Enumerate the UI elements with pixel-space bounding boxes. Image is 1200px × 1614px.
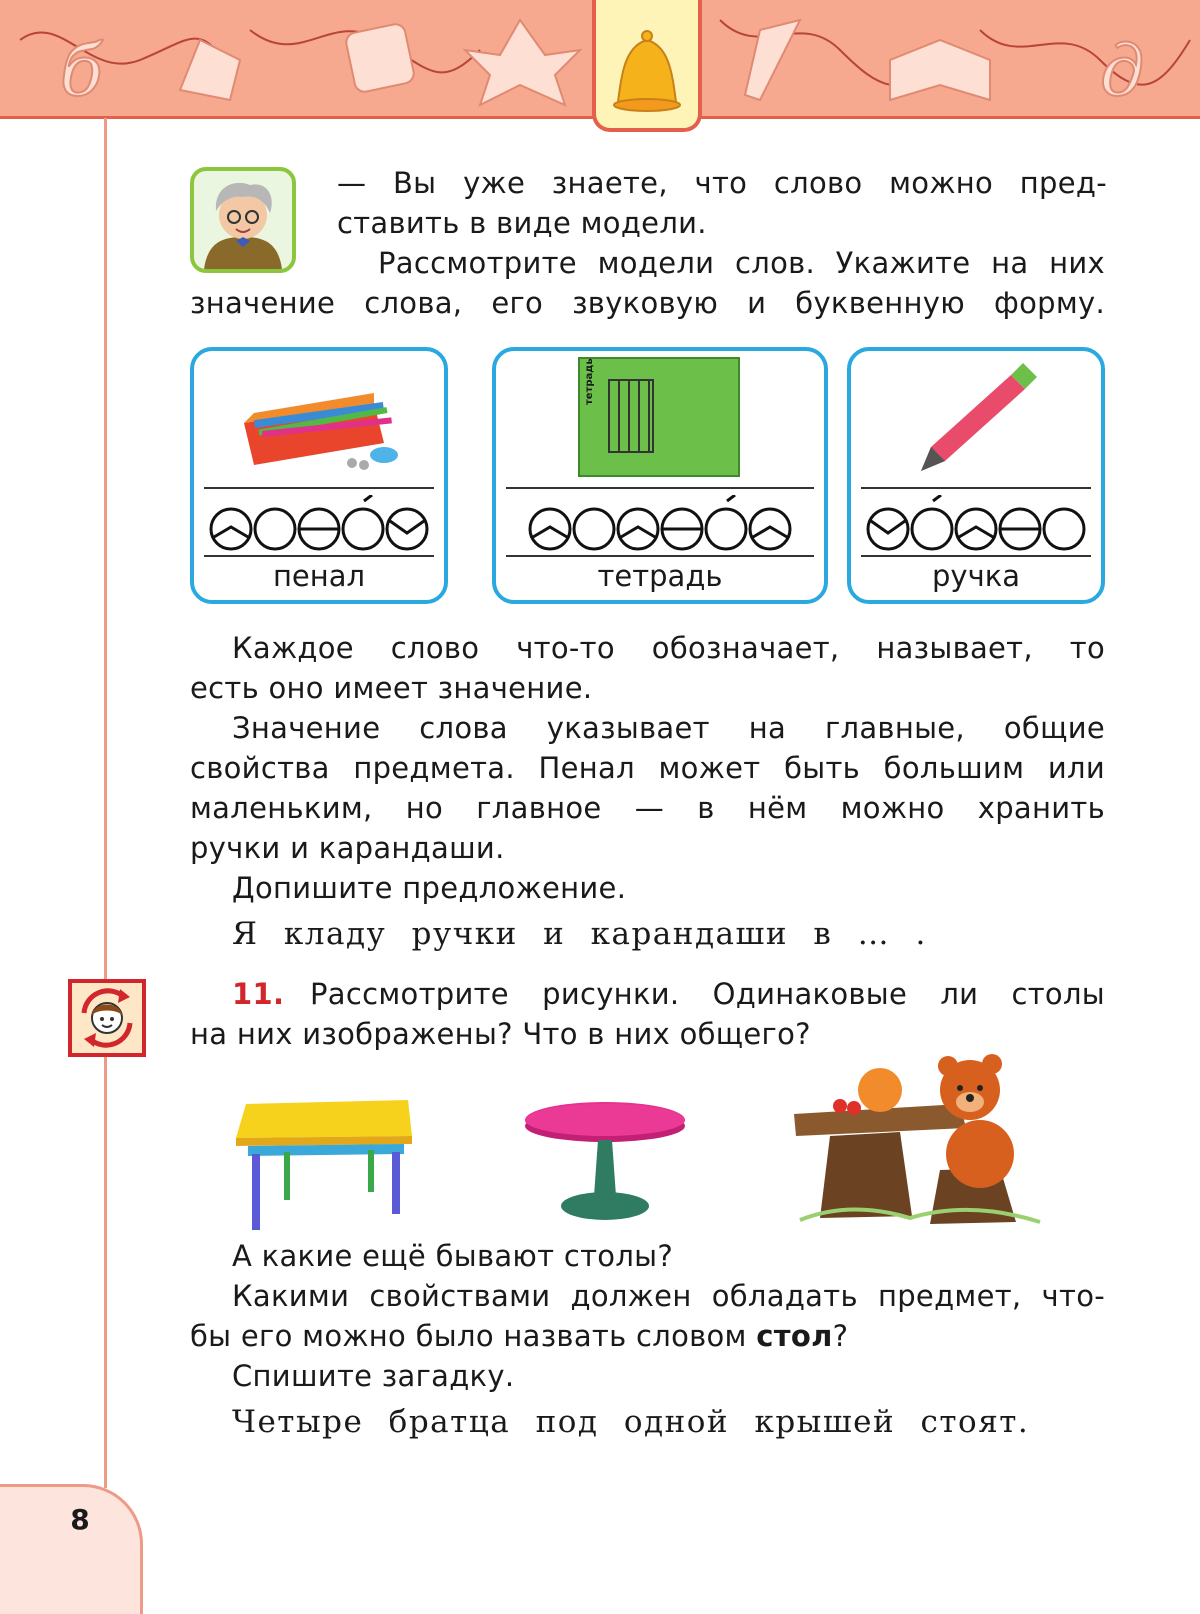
stump-table-with-bear-image	[790, 1050, 1050, 1230]
sound-model	[851, 495, 1101, 553]
question-other-tables: А какие ещё бывают столы?	[232, 1239, 674, 1273]
notebook-image	[578, 357, 740, 477]
intro-line-4: значение слова, его звуковую и буквенную форму.	[190, 286, 1105, 320]
card-bottom-rule	[506, 555, 814, 557]
word-card-ruchka	[847, 347, 1105, 604]
exercise-line-1: Рассмотрите рисунки. Одинаковые ли столы	[310, 977, 1105, 1011]
meaning-line-6: ручки и карандаши.	[190, 831, 505, 865]
card-word: пенал	[272, 559, 366, 593]
task-copy-riddle: Спишите загадку.	[232, 1359, 515, 1393]
meaning-line-2: есть оно имеет значение.	[190, 671, 593, 705]
page-number: 8	[70, 1503, 90, 1536]
pencil-case-image	[234, 373, 404, 473]
bell-icon	[596, 0, 698, 128]
letter-d-decoration: д	[1100, 30, 1145, 112]
card-bottom-rule	[861, 555, 1091, 557]
card-top-rule	[861, 487, 1091, 489]
square-table-image	[228, 1092, 418, 1232]
pair-work-icon	[68, 979, 146, 1057]
letter-b-decoration: б	[60, 30, 103, 112]
card-bottom-rule	[204, 555, 434, 557]
pencil-decoration	[745, 20, 800, 100]
bell-decoration	[180, 40, 240, 100]
card-top-rule	[204, 487, 434, 489]
meaning-line-4: свойства предмета. Пенал может быть большим или	[190, 751, 1105, 785]
task-complete-sentence: Допишите предложение.	[232, 871, 627, 905]
card-word: ручка	[932, 559, 1020, 593]
meaning-line-1: Каждое слово что-то обозначает, называет, то	[232, 631, 1105, 665]
sound-model	[194, 495, 444, 553]
intro-line-1: — Вы уже знаете, что слово можно пред-	[337, 166, 1107, 200]
leaf-decoration	[465, 20, 580, 105]
notebook-label: тетрадь	[584, 358, 595, 405]
question-mark: ?	[832, 1319, 849, 1353]
exercise-line-2: на них изображены? Что в них общего?	[190, 1017, 811, 1051]
riddle-text: Четыре братца под одной крышей стоят.	[232, 1404, 1030, 1440]
intro-line-2: ставить в виде модели.	[337, 206, 707, 240]
bell-tab	[592, 0, 702, 132]
sentence-to-complete: Я кладу ручки и карандаши в … .	[232, 916, 927, 952]
margin-line	[104, 118, 107, 1488]
meaning-line-5: маленьким, но главное — в нём можно хранить	[190, 791, 1105, 825]
card-word: тетрадь	[597, 559, 723, 593]
block-v-decoration	[344, 22, 415, 93]
question-properties-text: бы его можно было назвать словом	[190, 1319, 757, 1353]
card-top-rule	[506, 487, 814, 489]
sound-model-ruchka	[861, 495, 1091, 553]
question-properties-line-1: Какими свойствами должен обладать предмет, что-	[232, 1279, 1105, 1313]
teacher-avatar	[190, 167, 296, 273]
word-card-tetrad	[492, 347, 828, 604]
sound-model-penal	[204, 495, 434, 553]
question-properties-line-2	[190, 1316, 1105, 1356]
word-card-penal	[190, 347, 448, 604]
sound-model	[496, 495, 824, 553]
book-decoration	[890, 40, 990, 100]
bold-word-stol: стол	[756, 1319, 833, 1353]
round-table-image	[520, 1096, 690, 1226]
intro-line-3: Рассмотрите модели слов. Укажите на них	[378, 246, 1105, 280]
pen-image	[911, 361, 1041, 481]
exercise-number: 11.	[232, 977, 285, 1011]
notebook-lines	[608, 379, 654, 453]
meaning-line-3: Значение слова указывает на главные, общие	[232, 711, 1105, 745]
sound-model-tetrad	[523, 495, 797, 553]
